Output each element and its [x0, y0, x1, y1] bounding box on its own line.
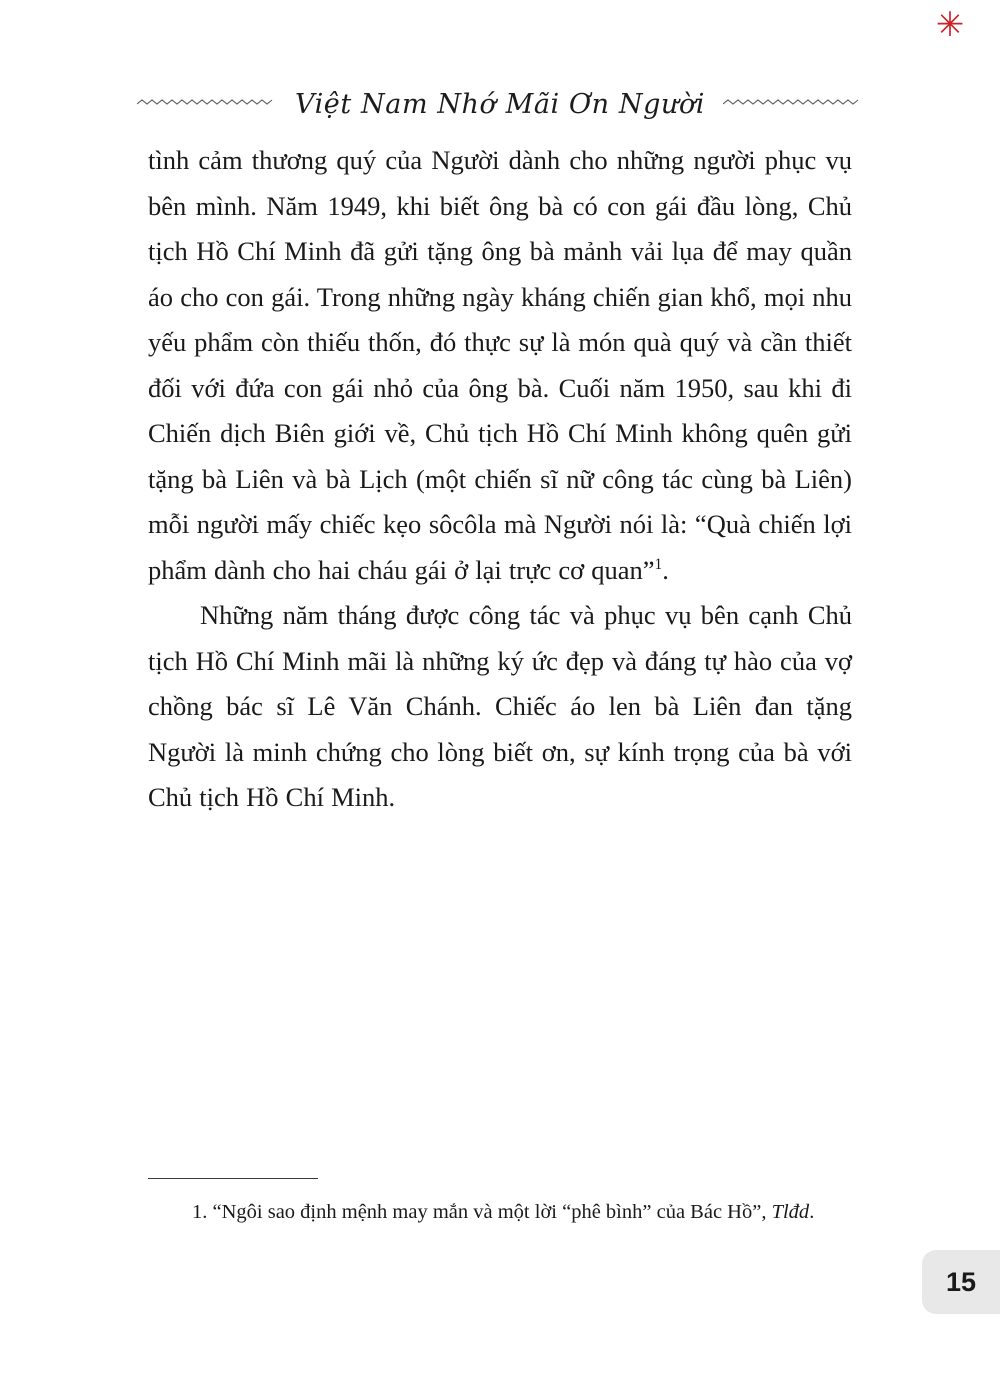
footnote-divider: [148, 1178, 318, 1179]
paragraph-2: Những năm tháng được công tác và phục vụ bên cạnh Chủ tịch Hồ Chí Minh mãi là những ký ức đẹp và đáng tự hào của vợ chồng bác sĩ Lê Văn Chánh. Chiếc áo len bà Liên đan tặng Người là minh chứng cho lòng biết ơn, sự kính trọng của bà với Chủ tịch Hồ Chí Minh.: [148, 600, 852, 812]
running-header: [150, 82, 850, 126]
header-ornament-right: [723, 99, 863, 109]
paragraph-1: [148, 138, 852, 593]
footnote-text-after: .: [809, 1201, 815, 1223]
paragraph-1-text: tình cảm thương quý của Người dành cho những người phục vụ bên mình. Năm 1949, khi biết ông bà có con gái đầu lòng, Chủ tịch Hồ Chí Minh đã gửi tặng ông bà mảnh vải lụa để may quần áo cho con gái. Trong những ngày kháng chiến gian khổ, mọi nhu yếu phẩm còn thiếu thốn, đó thực sự là món quà quý và cần thiết đối với đứa con gái nhỏ của ông bà. Cuối năm 1950, sau khi đi Chiến dịch Biên giới về, Chủ tịch Hồ Chí Minh không quên gửi tặng bà Liên và bà Lịch (một chiến sĩ nữ công tác cùng bà Liên) mỗi người mấy chiếc kẹo sôcôla mà Người nói là: “Quà chiến lợi phẩm dành cho hai cháu gái ở lại trực cơ quan”: [148, 145, 852, 585]
red-asterisk-icon: ✳: [935, 7, 965, 44]
page-number-tab: [922, 1250, 1000, 1314]
page-number: 15: [945, 1266, 977, 1297]
footnote-source: Tlđd: [771, 1201, 810, 1223]
paragraph-1-tail: .: [662, 554, 669, 585]
footnote-text-before: 1. “Ngôi sao định mệnh may mắn và một lời “phê bình” của Bác Hồ”,: [192, 1201, 772, 1223]
footnote-1: [148, 1196, 852, 1229]
footnote-block: [148, 1178, 852, 1229]
body-text: [148, 138, 852, 821]
header-ornament-left: [137, 99, 277, 109]
page-title: Việt Nam Nhớ Mãi Ơn Người: [294, 88, 706, 120]
footnote-marker: 1: [654, 555, 663, 573]
